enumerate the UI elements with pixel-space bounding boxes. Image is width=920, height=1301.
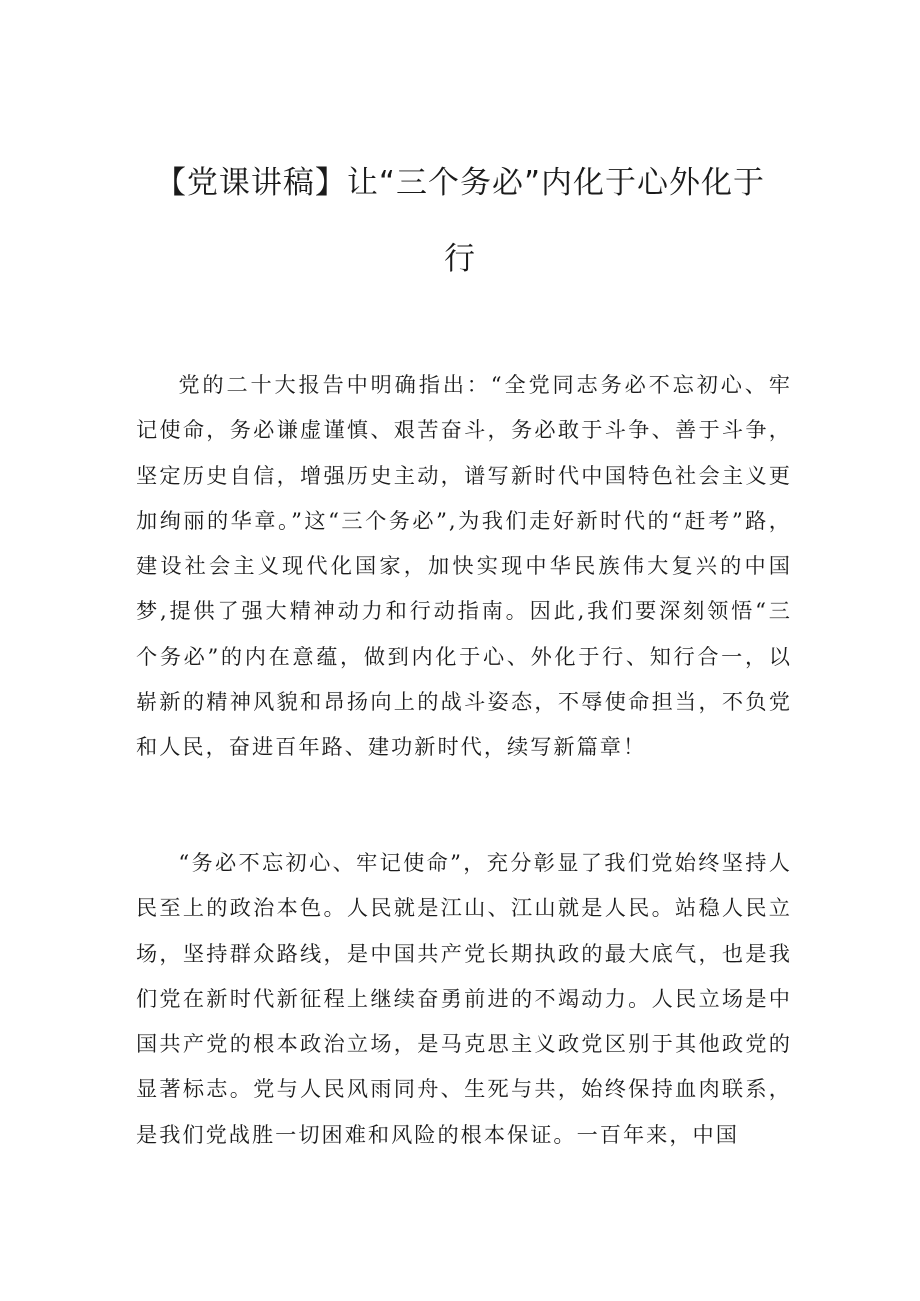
body-paragraph-1: 党的二十大报告中明确指出：“全党同志务必不忘初心、牢记使命，务必谦虚谨慎、艰苦奋斗，务必敢于斗争、善于斗争，坚定历史自信，增强历史主动，谱写新时代中国特色社会主义更加绚丽的华章。”这“三个务必”,为我们走好新时代的“赶考”路，建设社会主义现代化国家，加快实现中华民族伟大复兴的中国梦,提供了强大精神动力和行动指南。因此,我们要深刻领悟“三个务必”的内在意蕴，做到内化于心、外化于行、知行合一，以崭新的精神风貌和昂扬向上的战斗姿态，不辱使命担当，不负党和人民，奋进百年路、建功新时代，续写新篇章！ bbox=[136, 372, 792, 760]
document-title-line-1: 【党课讲稿】让“三个务必”内化于心外化于 bbox=[154, 165, 766, 201]
body-paragraph-2: “务必不忘初心、牢记使命”，充分彰显了我们党始终坚持人民至上的政治本色。人民就是江山、江山就是人民。站稳人民立场，坚持群众路线，是中国共产党长期执政的最大底气，也是我们党在新时代新征程上继续奋勇前进的不竭动力。人民立场是中国共产党的根本政治立场，是马克思主义政党区别于其他政党的显著标志。党与人民风雨同舟、生死与共，始终保持血肉联系，是我们党战胜一切困难和风险的根本保证。一百年来，中国 bbox=[136, 850, 792, 1147]
document-title-line-2: 行 bbox=[444, 241, 476, 277]
